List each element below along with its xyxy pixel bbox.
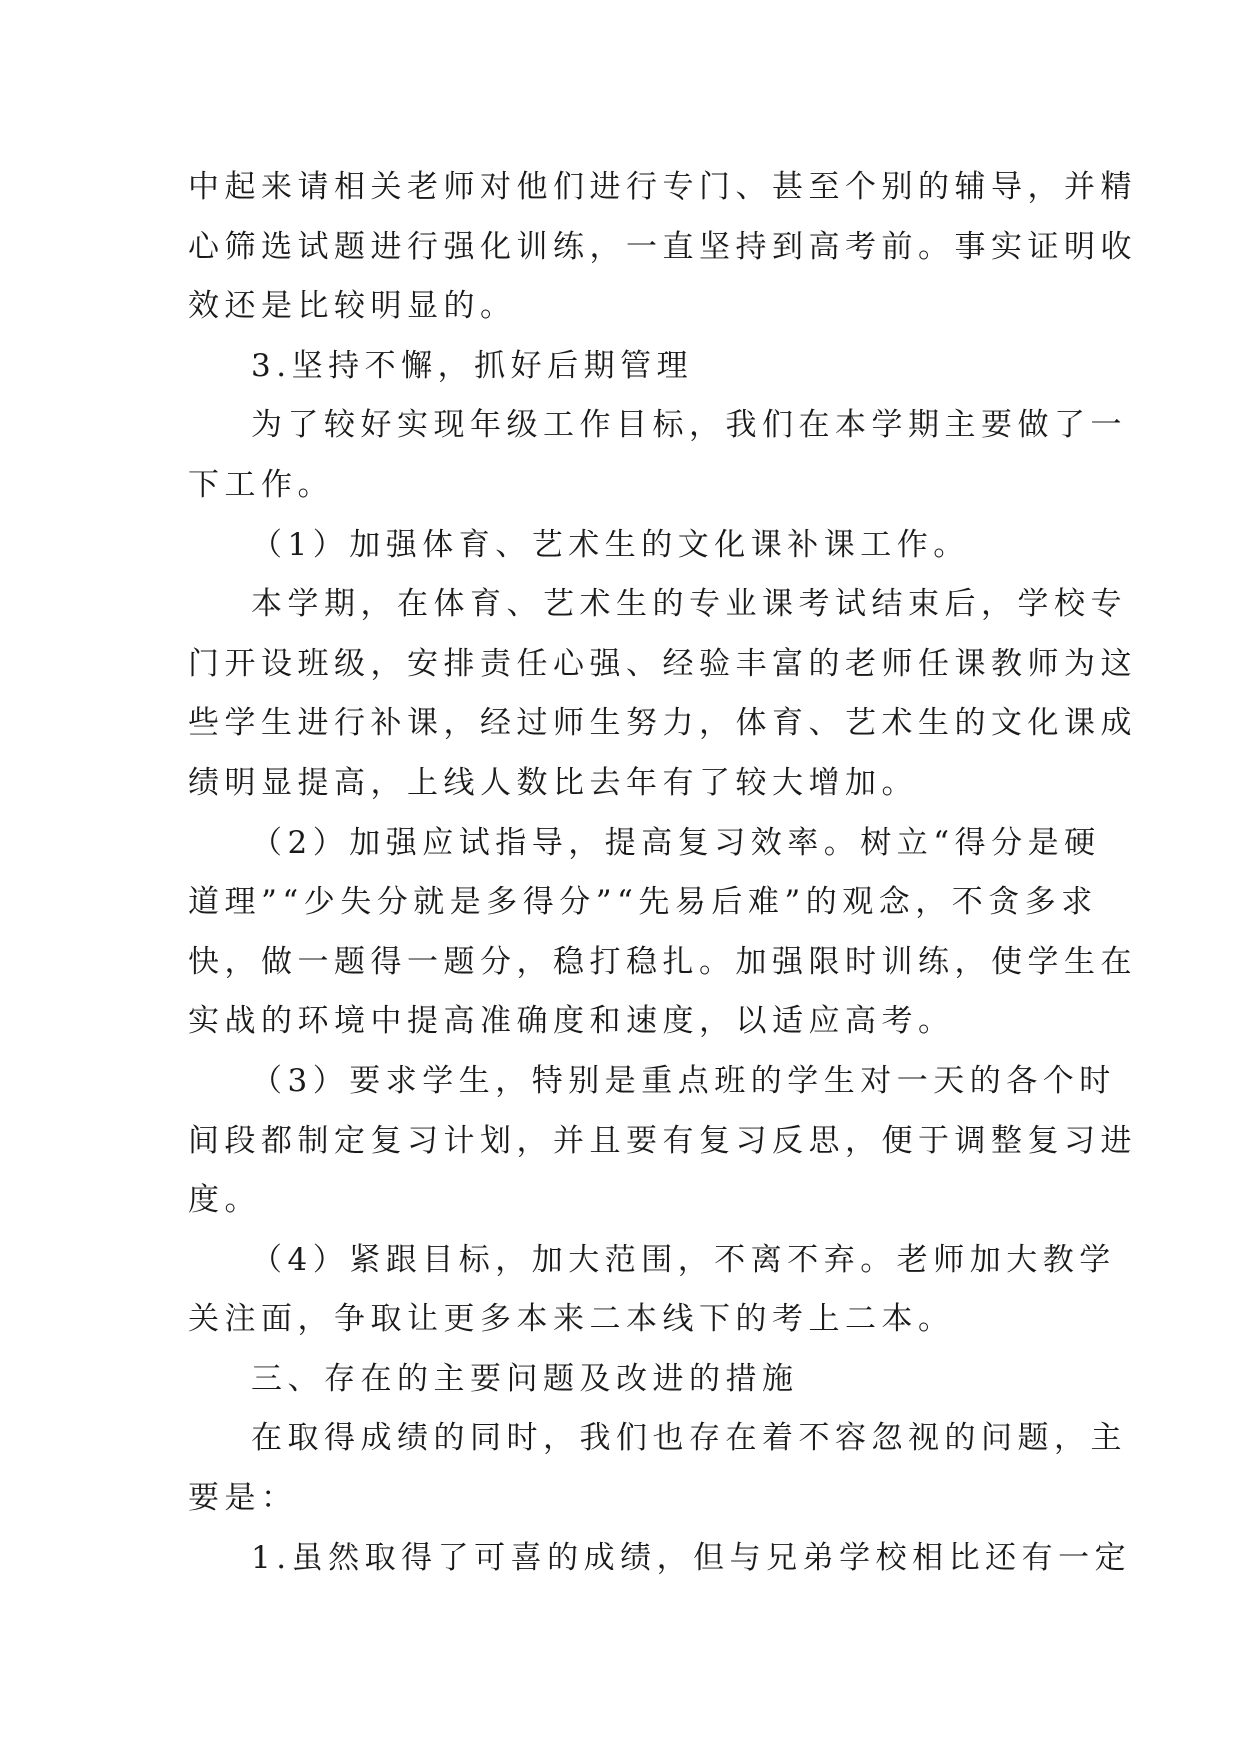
text-line: 关注面，争取让更多本来二本线下的考上二本。 [188,1301,955,1338]
text-line: 度。 [188,1182,261,1219]
text-line: 效还是比较明显的。 [188,288,517,325]
text-line: 实战的环境中提高准确度和速度，以适应高考。 [188,1003,955,1040]
section-heading: 3.坚持不懈，抓好后期管理 [251,347,694,384]
document-page [188,158,1137,1588]
text-line: 要是： [188,1480,298,1517]
text-line: 些学生进行补课，经过师生努力，体育、艺术生的文化课成 [188,705,1137,742]
text-line: 中起来请相关老师对他们进行专门、甚至个别的辅导，并精 [188,169,1137,205]
text-line: 在取得成绩的同时，我们也存在着不容忽视的问题，主 [251,1420,1127,1457]
list-item: （4）紧跟目标，加大范围，不离不弃。老师加大教学 [251,1241,1116,1278]
text-line: 为了较好实现年级工作目标，我们在本学期主要做了一 [251,407,1127,444]
list-item: （3）要求学生，特别是重点班的学生对一天的各个时 [251,1062,1116,1099]
text-line: 快，做一题得一题分，稳打稳扎。加强限时训练，使学生在 [188,943,1137,980]
list-item: 1.虽然取得了可喜的成绩，但与兄弟学校相比还有一定 [251,1539,1132,1576]
list-item: （1）加强体育、艺术生的文化课补课工作。 [251,526,970,563]
text-line: 绩明显提高，上线人数比去年有了较大增加。 [188,764,918,801]
list-item: （2）加强应试指导，提高复习效率。树立“得分是硬 [251,824,1101,861]
section-heading: 三、存在的主要问题及改进的措施 [251,1360,799,1397]
text-line: 下工作。 [188,466,334,503]
text-line: 心筛选试题进行强化训练，一直坚持到高考前。事实证明收 [188,228,1137,265]
text-line: 间段都制定复习计划，并且要有复习反思，便于调整复习进 [188,1122,1137,1159]
text-line: 本学期，在体育、艺术生的专业课考试结束后，学校专 [251,586,1127,623]
text-line: 门开设班级，安排责任心强、经验丰富的老师任课教师为这 [188,645,1137,682]
text-line: 道理”“少失分就是多得分”“先易后难”的观念，不贪多求 [188,884,1098,921]
